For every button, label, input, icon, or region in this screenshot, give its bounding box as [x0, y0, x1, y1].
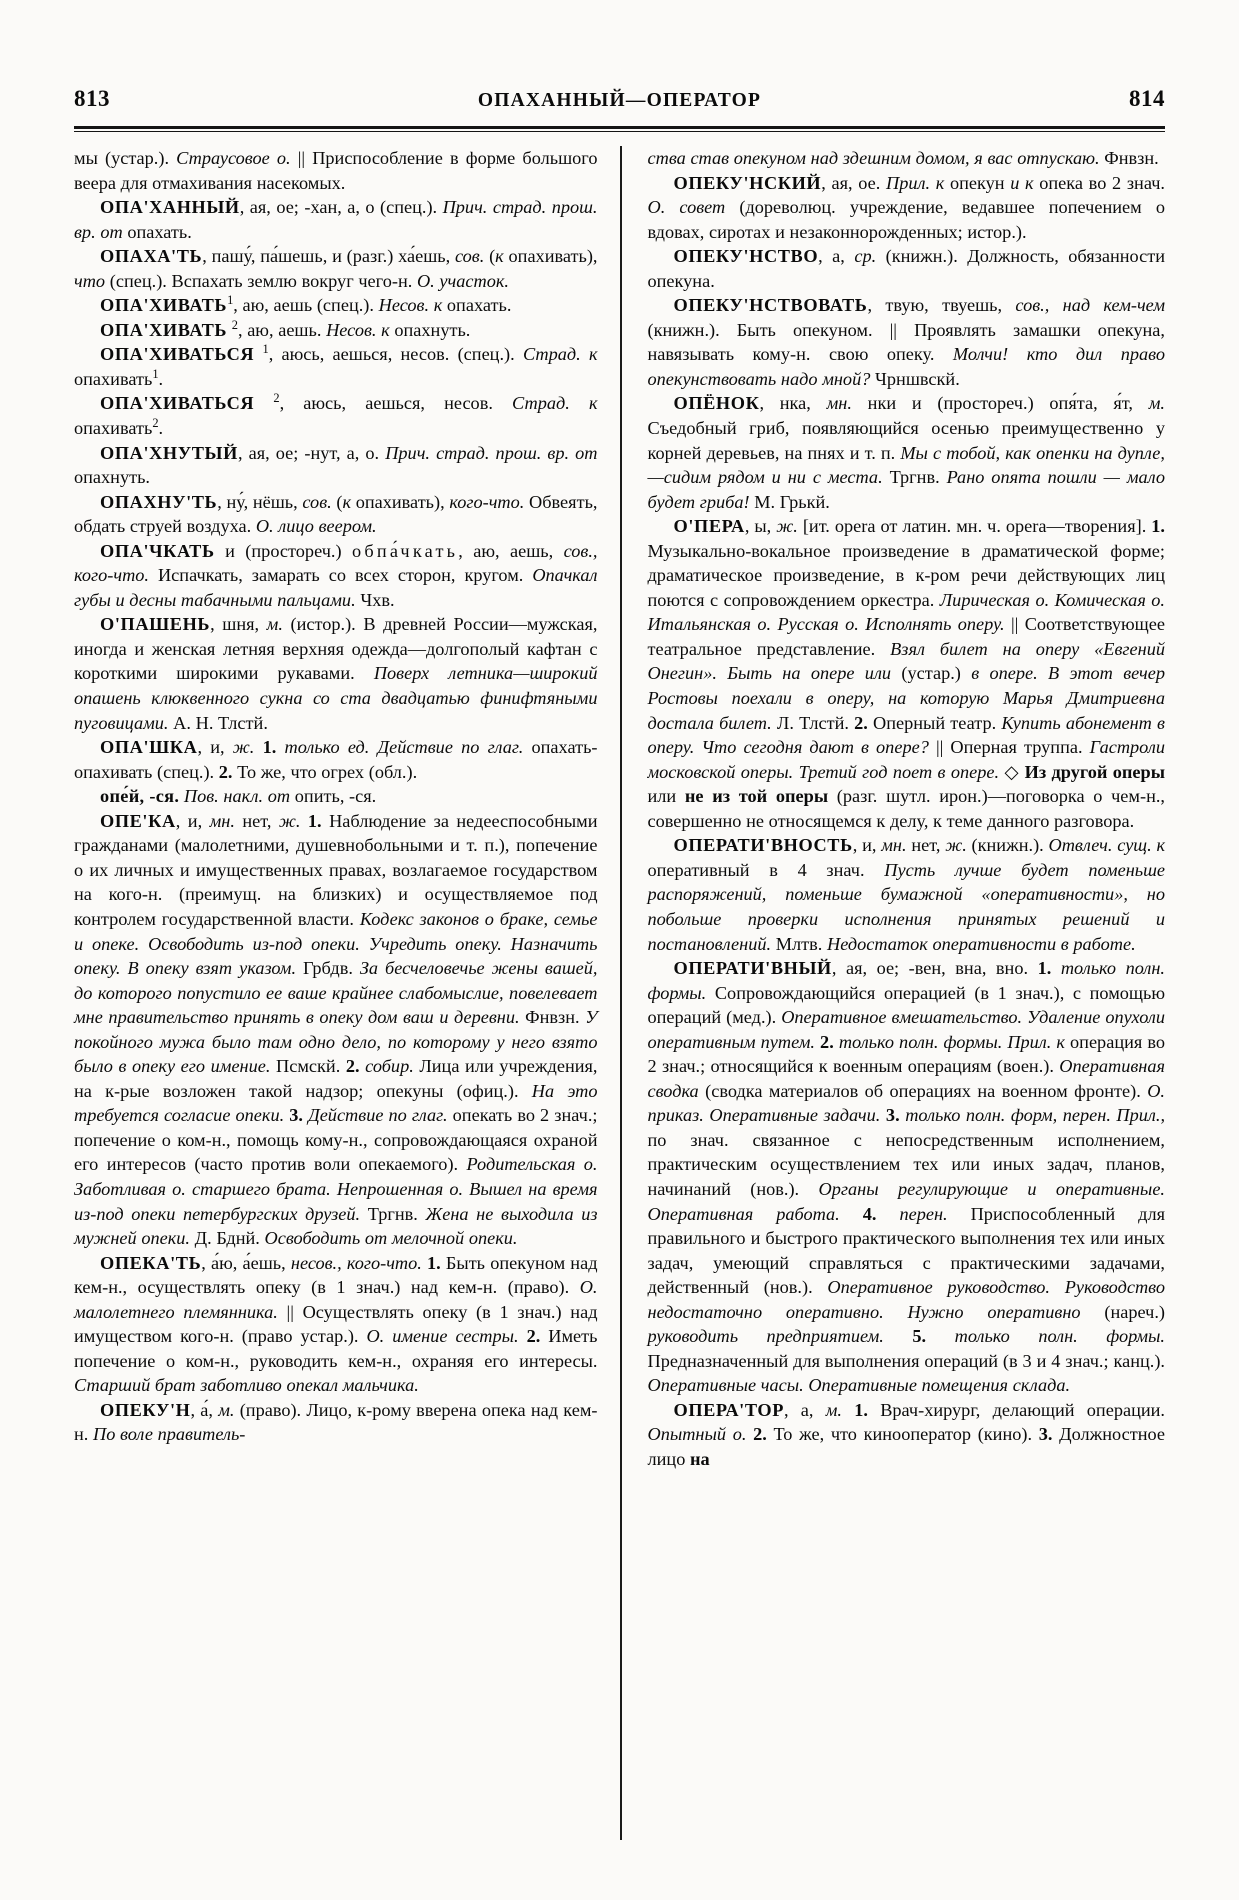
column-container	[74, 146, 1165, 1840]
entry-opekunstvo: ОПЕКУ'НСТВО, а, ср. (книжн.). Должность, обязанности опекуна.	[647, 246, 1165, 291]
entry-opekunstvovat: ОПЕКУ'НСТВОВАТЬ, твую, твуешь, сов., над кем-чем (книжн.). Быть опекуном. || Проявлять замашки опекуна, навязывать кому-н. свою опеку. Молчи! кто дил право опекунствовать надо мной? Чрншвскй.	[647, 295, 1165, 389]
entry-opashka: ОПА'ШКА, и, ж. 1. только ед. Действие по глаг. опахать-опахивать (спец.). 2. То же, что огрех (обл.).	[74, 737, 598, 782]
entry-opej: опе́й, -ся. Пов. накл. от опить, -ся.	[100, 786, 377, 807]
entry-opahnut: ОПАХНУ'ТЬ, ну́, нёшь, сов. (к опахивать), кого-что. Обвеять, обдать струей воздуха. О. лицо веером.	[74, 491, 598, 537]
header-double-rule	[74, 126, 1165, 132]
entry-opahivatsya-2: ОПА'ХИВАТЬСЯ $^2$, аюсь, аешься, несов. Страд. к опахивать$^2$.	[74, 391, 598, 439]
running-head	[74, 86, 1165, 120]
entry-opera: О'ПЕРА, ы, ж. [ит. opera от латин. мн. ч. opera—творения]. 1. Музыкально-вокальное произведение в драматической форме; драматическое произведение, в к-ром речи действующих лиц поются с сопровождением оркестра. Лирическая о. Комическая о. Итальянская о. Русская о. Исполнять оперу. || Соответствующее театральное представление. Взял билет на оперу «Евгений Онегин». Быть на опере или (устар.) в опере. В этот вечер Ростовы поехали в оперу, на которую Марья Дмитриевна достала билет. Л. Тлстй. 2. Оперный театр. Купить абонемент в оперу. Что сегодня дают в опере? || Оперная труппа. Гастроли московской оперы. Третий год поет в опере. ◇ Из другой оперы или не из той оперы (разг. шутл. ирон.)—поговорка о чем-н., совершенно не относящемся к делу, к теме данного разговора.	[647, 516, 1165, 831]
entry-opekunskij: ОПЕКУ'НСКИЙ, ая, ое. Прил. к опекун и к опека во 2 знач. О. совет (дореволюц. учреждение, ведавшее попечением о вдовах, сиротах и незаконнорожденных; истор.).	[647, 172, 1165, 242]
running-title: ОПАХАННЫЙ—ОПЕРАТОР	[477, 90, 762, 111]
entry-opekun: ОПЕКУ'Н, а́, м. (право). Лицо, к-рому вверена опека над кем-н. По воле правитель-	[74, 1399, 598, 1445]
right-column	[620, 146, 1166, 1840]
left-column	[74, 146, 620, 1840]
entry-opahannyj: ОПА'ХАННЫЙ, ая, ое; -хан, а, о (спец.). Прич. страд. прош. вр. от опахать.	[74, 197, 598, 242]
entry-operator: ОПЕРА'ТОР, а, м. 1. Врач-хирург, делающий операции. Опытный о. 2. То же, что кинооператор (кино). 3. Должностное лицо на	[647, 1399, 1165, 1469]
entry-opahivatsya-1: ОПА'ХИВАТЬСЯ $^1$, аюсь, аешься, несов. (спец.). Страд. к опахивать$^1$.	[74, 342, 598, 389]
folio-left: 813	[74, 86, 110, 111]
entry-opekat: ОПЕКА'ТЬ, а́ю, а́ешь, несов., кого-что. 1. Быть опекуном над кем-н., осуществлять опеку (в 1 знач.) над кем-н. (право). О. малолетнего племянника. || Осуществлять опеку (в 1 знач.) над имуществом кого-н. (право устар.). О. имение сестры. 2. Иметь попечение о ком-н., руководить кем-н., охраняя его интересы. Старший брат заботливо опекал мальчика.	[74, 1252, 598, 1396]
entry-operativnost: ОПЕРАТИ'ВНОСТЬ, и, мн. нет, ж. (книжн.). Отвлеч. сущ. к оперативный в 4 знач. Пусть лучше будет поменьше распоряжений, поменьше бумажной «оперативности», но побольше проверки исполнения принятых решений и постановлений. Млтв. Недостаток оперативности в работе.	[647, 835, 1165, 954]
continuation-opekun: ства став опекуном над здешним домом, я вас отпускаю. Фнвзн.	[647, 148, 1159, 168]
entry-opahat: ОПАХА'ТЬ, пашу́, па́шешь, и (разг.) ха́ешь, сов. (к опахивать), что (спец.). Вспахать землю вокруг чего-н. О. участок.	[74, 246, 598, 291]
entry-opahivat-2: ОПА'ХИВАТЬ $^2$, аю, аешь. Несов. к опахнуть.	[100, 317, 471, 340]
folio-right: 814	[1129, 86, 1165, 111]
entry-opashen: О'ПАШЕНЬ, шня, м. (истор.). В древней России—мужская, иногда и женская летняя верхняя одежда—долгополый кафтан с короткими широкими рукавами. Поверх летника—широкий опашень клюквенного сукна со ста двадцатью финифтяными пуговицами. А. Н. Тлстй.	[74, 614, 598, 733]
entry-opachkat: ОПА'ЧКАТЬ и (простореч.) обпа́чкать, аю, аешь, сов., кого-что. Испачкать, замарать со всех сторон, кругом. Опачкал губы и десны табачными пальцами. Чхв.	[74, 540, 598, 610]
entry-opeka: ОПЕ'КА, и, мн. нет, ж. 1. Наблюдение за недееспособными гражданами (малолетними, душевнобольными и т. п.), попечение о их личных и имущественных правах, возлагаемое государством на кого-н. (преимущ. на близких) и осуществляемое под контролем государственной власти. Кодекс законов о браке, семье и опеке. Освободить из-под опеки. Учредить опеку. Назначить опеку. В опеку взят указом. Грбдв. За бесчеловечье жены вашей, до которого попустило ее ваше крайнее слабомыслие, повелевает мне правительство принять в опеку дом ваш и деревни. Фнвзн. У покойного мужа было там одно дело, по которому у него взято было в опеку его имение. Псмскй. 2. собир. Лица или учреждения, на к-рые возложен такой надзор; опекуны (офиц.). На это требуется согласие опеки. 3. Действие по глаг. опекать во 2 знач.; попечение о ком-н., помощь кому-н., сопровождающаяся охраной его интересов (часто против воли опекаемого). Родительская о. Заботливая о. старшего брата. Непрошенная о. Вышел на время из-под опеки петербургских друзей. Тргнв. Жена не выходила из мужней опеки. Д. Бднй. Освободить от мелочной опеки.	[74, 810, 598, 1249]
entry-operativnyj: ОПЕРАТИ'ВНЫЙ, ая, ое; -вен, вна, вно. 1. только полн. формы. Сопровождающийся операцией (в 1 знач.), с помощью операций (мед.). Оперативное вмешательство. Удаление опухоли оперативным путем. 2. только полн. формы. Прил. к операция во 2 знач.; относящийся к военным операциям (воен.). Оперативная сводка (сводка материалов об операциях на военном фронте). О. приказ. Оперативные задачи. 3. только полн. форм, перен. Прил., по знач. связанное с непосредственным исполнением, практическим осуществлением тех или иных задач, планов, начинаний (нов.). Органы регулирующие и оперативные. Оперативная работа. 4. перен. Приспособленный для правильного и быстрого практического выполнения тех или иных задач, умеющий справляться с практическими задачами, действенный (нов.). Оперативное руководство. Руководство недостаточно оперативно. Нужно оперативно (нареч.) руководить предприятием. 5. только полн. формы. Предназначенный для выполнения операций (в 3 и 4 знач.; канц.). Оперативные часы. Оперативные помещения склада.	[647, 958, 1166, 1396]
continuation-opahalo: мы (устар.). Страусовое о. || Приспособление в форме большого веера для отмахивания насекомых.	[74, 148, 598, 193]
entry-openok: ОПЁНОК, нка, мн. нки и (простореч.) опя́та, я́т, м. Съедобный гриб, появляющийся осенью преимущественно у корней деревьев, на пнях и т. п. Мы с тобой, как опенки на дупле,—сидим рядом и ни с места. Тргнв. Рано опята пошли — мало будет гриба! М. Грькй.	[647, 393, 1165, 512]
entry-opahnutyj: ОПА'ХНУТЫЙ, ая, ое; -нут, а, о. Прич. страд. прош. вр. от опахнуть.	[74, 442, 598, 488]
entry-opahivat-1: ОПА'ХИВАТЬ$^1$, аю, аешь (спец.). Несов. к опахать.	[100, 293, 512, 316]
